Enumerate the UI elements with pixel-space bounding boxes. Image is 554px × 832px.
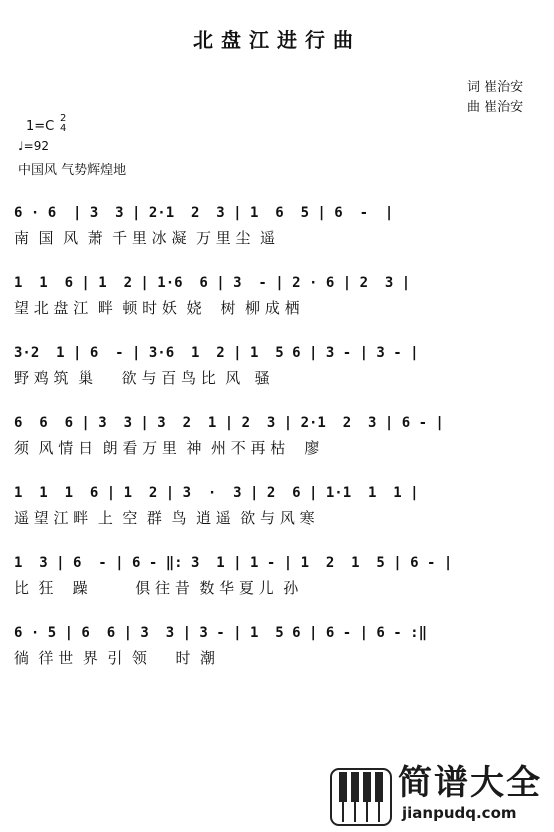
tempo-marking	[18, 139, 49, 153]
lyric-line: 徜 徉 世 界 引 领 时 潮	[14, 649, 216, 667]
notation-line: 1 3 | 6 - | 6 - ‖: 3 1 | 1 - | 1 2 1 5 | 6 - |	[14, 555, 453, 571]
notation-line: 1 1 1 6 | 1 2 | 3 · 3 | 2 6 | 1·1 1 1 |	[14, 485, 419, 501]
composer-credit: 曲 崔治安	[467, 100, 524, 115]
notation-line: 6 6 6 | 3 3 | 3 2 1 | 2 3 | 2·1 2 3 | 6 - |	[14, 415, 444, 431]
notation-line: 3·2 1 | 6 - | 3·6 1 2 | 1 5 6 | 3 - | 3 - |	[14, 345, 419, 361]
score-system	[0, 412, 554, 472]
brand-name: 简谱大全	[398, 763, 542, 803]
quarter-note-icon: ♩	[18, 139, 24, 153]
piano-logo-icon	[330, 768, 392, 826]
lyricist-credit: 词 崔治安	[467, 80, 524, 95]
time-signature	[60, 114, 66, 134]
score-system	[0, 552, 554, 612]
notation-line: 1 1 6 | 1 2 | 1·6 6 | 3 - | 2 · 6 | 2 3 |	[14, 275, 411, 291]
style-marking: 中国风 气势辉煌地	[18, 163, 127, 178]
time-signature-bottom: 4	[60, 123, 67, 134]
score-system	[0, 272, 554, 332]
score-system	[0, 202, 554, 262]
notation-line: 6 · 5 | 6 6 | 3 3 | 3 - | 1 5 6 | 6 - | 6 - :‖	[14, 625, 428, 641]
score-system	[0, 622, 554, 682]
lyric-line: 野 鸡 筑 巢 欲 与 百 鸟 比 风 骚	[14, 369, 270, 387]
key-signature: 1=C	[26, 119, 55, 134]
brand-url: jianpudq.com	[402, 804, 517, 822]
lyric-line: 望 北 盘 江 畔 顿 时 妖 娆 树 柳 成 栖	[14, 299, 300, 317]
lyric-line: 须 风 情 日 朗 看 万 里 神 州 不 再 枯 廖	[14, 439, 320, 457]
score-system	[0, 482, 554, 542]
tempo-value: =92	[23, 139, 49, 153]
score-system	[0, 342, 554, 402]
lyric-line: 比 狂 躁 俱 往 昔 数 华 夏 儿 孙	[14, 579, 299, 597]
lyric-line: 南 国 风 萧 千 里 冰 凝 万 里 尘 遥	[14, 229, 276, 247]
site-watermark	[330, 762, 554, 826]
time-signature-top: 2	[60, 113, 67, 124]
song-title: 北盘江进行曲	[193, 28, 361, 52]
lyric-line: 遥 望 江 畔 上 空 群 鸟 逍 遥 欲 与 风 寒	[14, 509, 315, 527]
notation-line: 6 · 6 | 3 3 | 2·1 2 3 | 1 6 5 | 6 - |	[14, 205, 394, 221]
